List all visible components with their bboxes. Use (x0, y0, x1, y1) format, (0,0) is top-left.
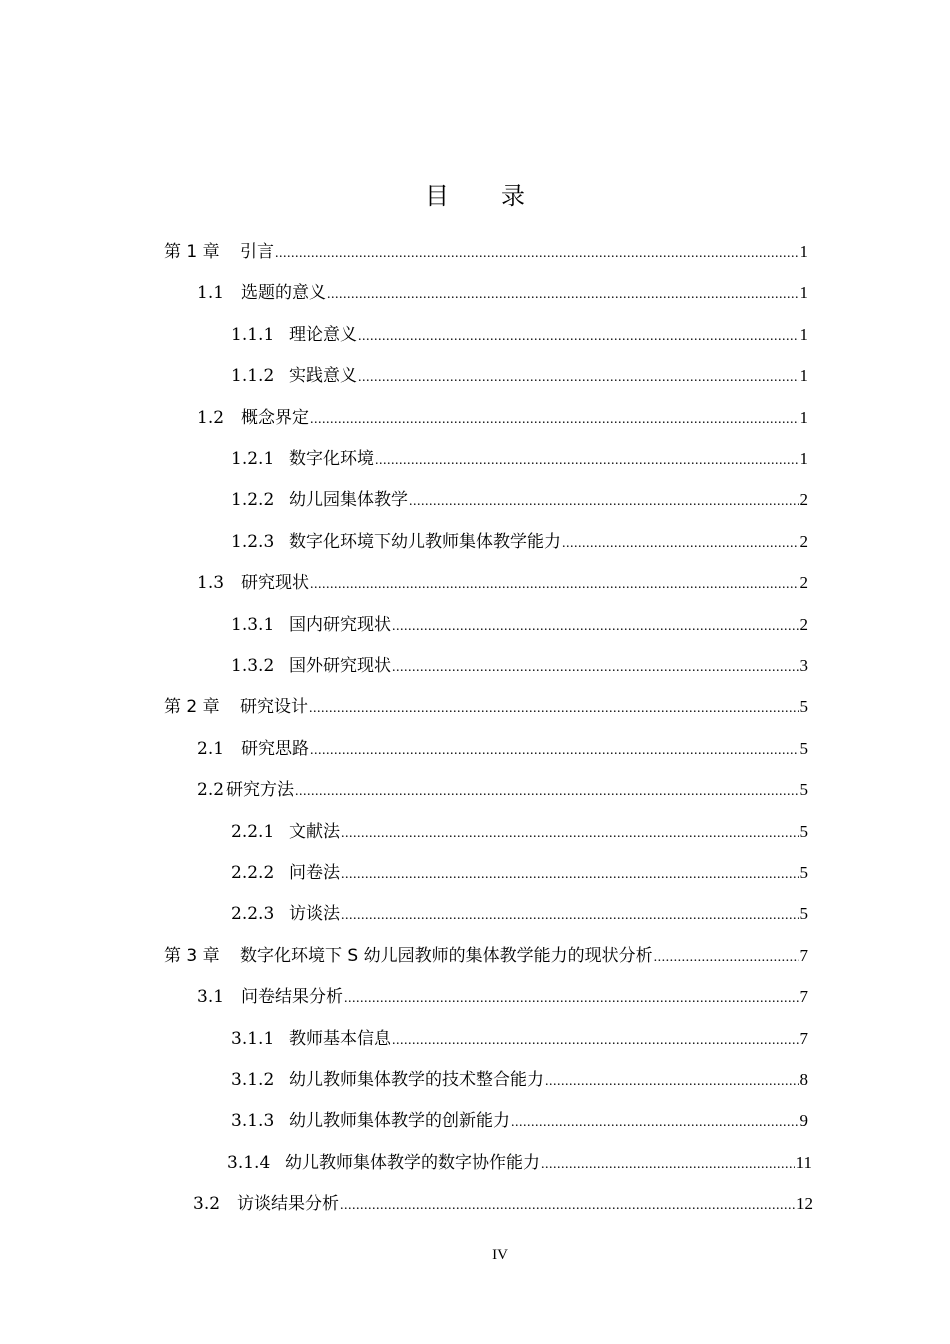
toc-entry[interactable] (197, 281, 808, 305)
toc-entry-number: 2.2 (197, 780, 225, 800)
toc-entry[interactable] (231, 861, 808, 885)
toc-entry-page: 5 (799, 822, 808, 841)
toc-entry[interactable] (197, 778, 808, 802)
toc-entry-label: 幼儿教师集体教学的创新能力 (289, 1111, 510, 1131)
toc-entry[interactable] (231, 654, 808, 678)
toc-title-char-1: 目 (425, 182, 449, 210)
toc-entry-page: 8 (799, 1070, 808, 1089)
toc-entry[interactable] (231, 1068, 808, 1092)
toc-entry-page: 1 (799, 325, 808, 344)
toc-entry[interactable] (193, 1192, 813, 1216)
toc-entry-page: 1 (799, 242, 808, 261)
toc-entry-page: 2 (799, 490, 808, 509)
toc-leader-dots (392, 656, 799, 680)
toc-entry[interactable] (231, 447, 808, 471)
toc-entry[interactable] (231, 820, 808, 844)
toc-title (0, 176, 950, 211)
toc-entry-label: 理论意义 (289, 325, 357, 345)
toc-entry-page: 12 (796, 1194, 813, 1213)
toc-entry-number: 1.3.1 (231, 615, 275, 635)
toc-entry-number: 1.1.1 (231, 325, 275, 345)
toc-entry[interactable] (197, 571, 808, 595)
toc-leader-dots (358, 366, 799, 390)
toc-chapter-entry[interactable] (164, 695, 808, 719)
toc-leader-dots (375, 449, 799, 473)
toc-entry-label: 引言 (240, 242, 274, 262)
toc-entry-number: 3.1.4 (227, 1153, 271, 1173)
toc-entry-page: 5 (799, 697, 808, 716)
toc-entry-label: 研究设计 (240, 697, 308, 717)
toc-leader-dots (341, 904, 799, 928)
toc-entry-page: 5 (799, 904, 808, 923)
toc-entry-number: 第 3 章 (164, 946, 220, 966)
toc-entry-number: 1.2 (197, 408, 225, 428)
toc-leader-dots (358, 325, 799, 349)
toc-entry-page: 7 (799, 946, 808, 965)
toc-leader-dots (341, 822, 799, 846)
toc-entry-page: 5 (799, 780, 808, 799)
toc-entry-page: 11 (795, 1153, 812, 1172)
toc-entry-number: 3.1.3 (231, 1111, 275, 1131)
toc-entry-page: 5 (799, 739, 808, 758)
toc-entry-page: 1 (799, 366, 808, 385)
toc-entry-label: 访谈结果分析 (237, 1194, 339, 1214)
toc-entry-page: 7 (799, 987, 808, 1006)
toc-entry-page: 1 (799, 408, 808, 427)
toc-entry-number: 2.1 (197, 739, 225, 759)
toc-entry-label: 选题的意义 (241, 283, 326, 303)
toc-entry[interactable] (231, 1027, 808, 1051)
toc-chapter-entry[interactable] (164, 240, 808, 264)
toc-entry[interactable] (231, 364, 808, 388)
toc-entry-number: 1.2.2 (231, 490, 275, 510)
toc-entry-number: 1.2.1 (231, 449, 275, 469)
toc-entry-label: 研究方法 (226, 780, 294, 800)
toc-entry-page: 1 (799, 283, 808, 302)
toc-entry[interactable] (227, 1151, 812, 1175)
toc-entry-number: 1.3 (197, 573, 225, 593)
toc-entry-label: 问卷法 (289, 863, 340, 883)
toc-title-char-2: 录 (501, 182, 525, 210)
toc-entry[interactable] (231, 902, 808, 926)
toc-leader-dots (392, 615, 799, 639)
toc-leader-dots (310, 573, 799, 597)
toc-entry-page: 2 (799, 532, 808, 551)
toc-chapter-entry[interactable] (164, 944, 808, 968)
toc-entry-label: 国内研究现状 (289, 615, 391, 635)
toc-leader-dots (309, 697, 799, 721)
toc-entry[interactable] (197, 985, 808, 1009)
toc-entry-page: 5 (799, 863, 808, 882)
toc-entry-number: 3.1.1 (231, 1029, 275, 1049)
toc-leader-dots (562, 532, 799, 556)
toc-entry-label: 研究现状 (241, 573, 309, 593)
toc-entry-number: 3.1.2 (231, 1070, 275, 1090)
toc-leader-dots (295, 780, 799, 804)
toc-entry-number: 2.2.3 (231, 904, 275, 924)
toc-entry-label: 问卷结果分析 (241, 987, 343, 1007)
toc-entry[interactable] (231, 323, 808, 347)
toc-entry[interactable] (197, 406, 808, 430)
toc-leader-dots (344, 987, 799, 1011)
toc-entry-number: 1.1 (197, 283, 225, 303)
toc-entry-label: 幼儿教师集体教学的技术整合能力 (289, 1070, 544, 1090)
toc-leader-dots (654, 946, 799, 970)
toc-entry-number: 第 2 章 (164, 697, 220, 717)
toc-entry-page: 2 (799, 573, 808, 592)
toc-leader-dots (327, 283, 799, 307)
toc-leader-dots (310, 739, 799, 763)
toc-entry-number: 1.3.2 (231, 656, 275, 676)
toc-entry-label: 国外研究现状 (289, 656, 391, 676)
toc-entry-label: 概念界定 (241, 408, 309, 428)
toc-entry[interactable] (231, 1109, 808, 1133)
toc-entry-page: 3 (799, 656, 808, 675)
toc-leader-dots (541, 1153, 795, 1177)
page-number: IV (492, 1247, 508, 1263)
toc-entry-page: 2 (799, 615, 808, 634)
toc-entry[interactable] (231, 613, 808, 637)
toc-entry[interactable] (231, 488, 808, 512)
toc-entry-label: 访谈法 (289, 904, 340, 924)
toc-leader-dots (340, 1194, 795, 1218)
toc-entry-label: 数字化环境 (289, 449, 374, 469)
toc-entry-label: 教师基本信息 (289, 1029, 391, 1049)
toc-entry-number: 3.1 (197, 987, 225, 1007)
toc-leader-dots (545, 1070, 799, 1094)
toc-entry-page: 9 (799, 1111, 808, 1130)
toc-entry-number: 第 1 章 (164, 242, 220, 262)
toc-entry-label: 文献法 (289, 822, 340, 842)
toc-entry-label: 幼儿园集体教学 (289, 490, 408, 510)
toc-leader-dots (392, 1029, 799, 1053)
toc-entry-label: 实践意义 (289, 366, 357, 386)
toc-leader-dots (511, 1111, 799, 1135)
toc-leader-dots (409, 490, 799, 514)
toc-entry[interactable] (197, 737, 808, 761)
toc-entry-page: 1 (799, 449, 808, 468)
toc-entry-number: 1.2.3 (231, 532, 275, 552)
toc-entry-label: 幼儿教师集体教学的数字协作能力 (285, 1153, 540, 1173)
toc-entry-number: 1.1.2 (231, 366, 275, 386)
toc-entry-number: 2.2.1 (231, 822, 275, 842)
toc-entry-number: 3.2 (193, 1194, 221, 1214)
toc-leader-dots (275, 242, 799, 266)
toc-leader-dots (310, 408, 799, 432)
toc-entry-page: 7 (799, 1029, 808, 1048)
toc-leader-dots (341, 863, 799, 887)
toc-entry-label: 数字化环境下 S 幼儿园教师的集体教学能力的现状分析 (240, 946, 653, 966)
toc-entry-label: 数字化环境下幼儿教师集体教学能力 (289, 532, 561, 552)
toc-entry-label: 研究思路 (241, 739, 309, 759)
toc-entry-number: 2.2.2 (231, 863, 275, 883)
toc-entry[interactable] (231, 530, 808, 554)
